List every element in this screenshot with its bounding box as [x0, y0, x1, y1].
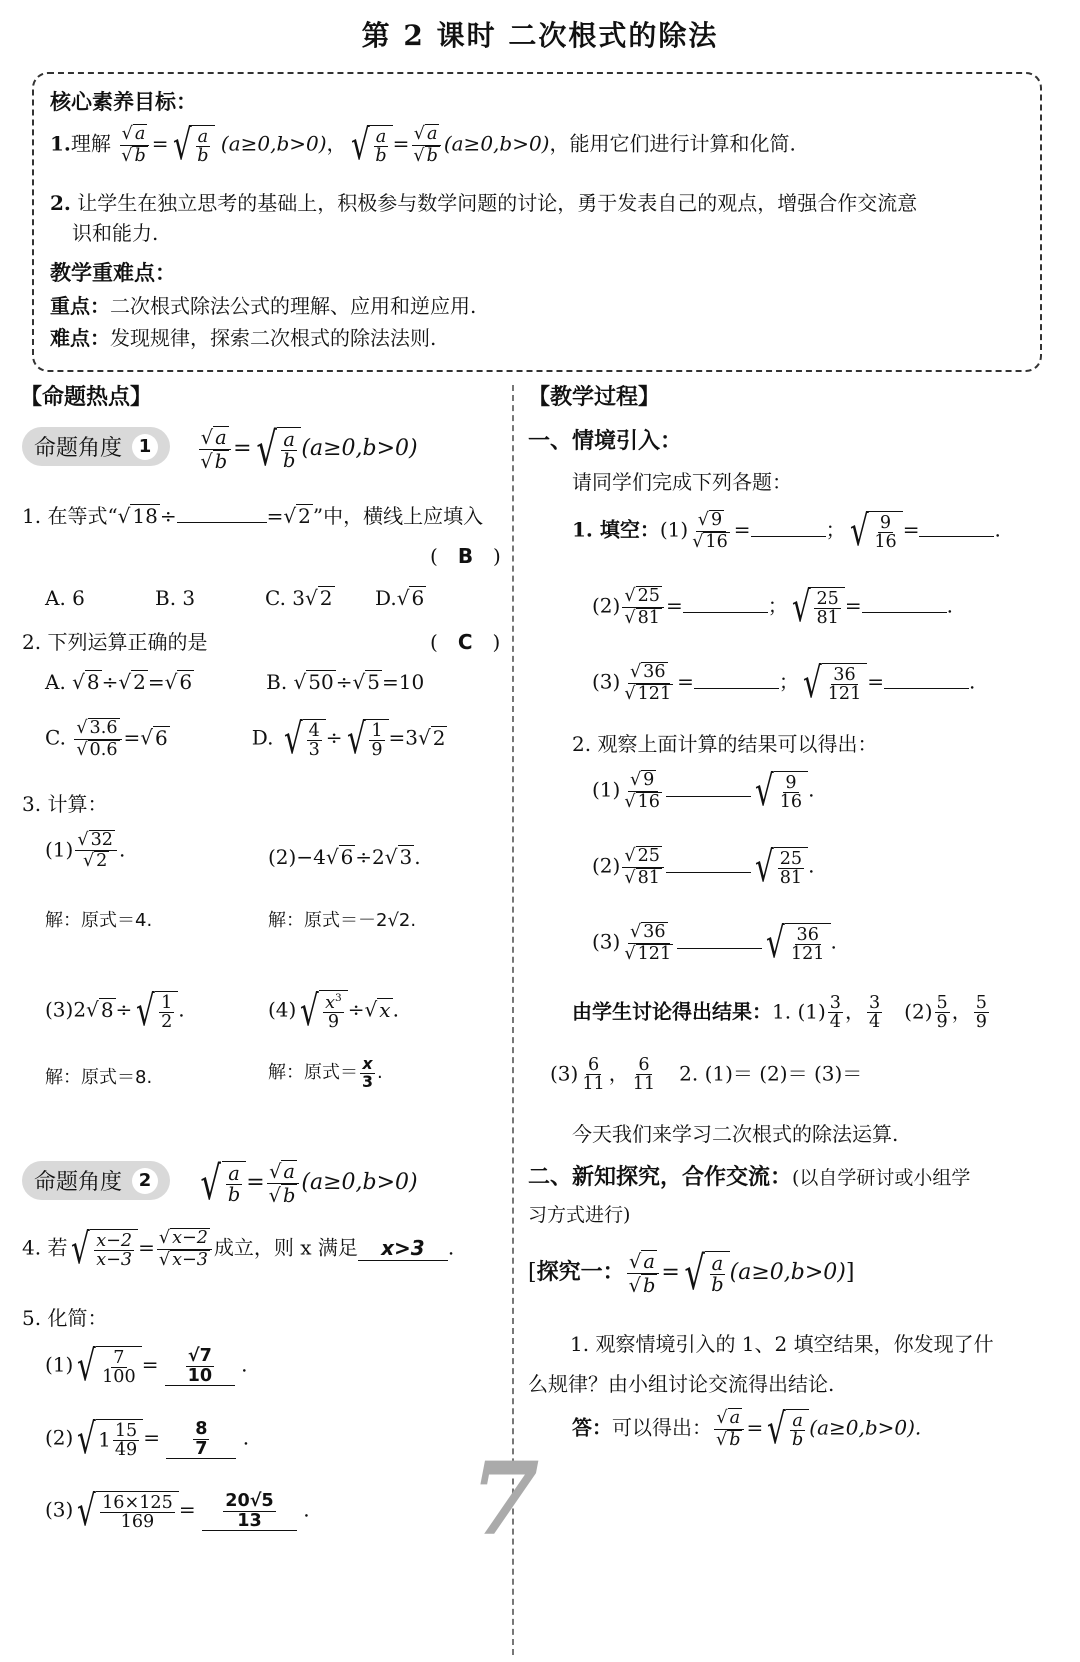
goals-heading: 核心素养目标： [50, 90, 197, 114]
difficult-point: 难点：发现规律，探索二次根式的除法法则. [50, 326, 437, 350]
fill-3: (3) $\frac{√ 36}{√ 121}$ = ； √ $\frac{36}{121}$ = . [592, 658, 976, 707]
today-text: 今天我们来学习二次根式的除法运算. [572, 1122, 899, 1146]
observe-3: (3) $\frac{√ 36}{√ 121}$ √ $\frac{36}{121}$ . [592, 918, 837, 967]
q3-solution-3: 解：原式＝8. [45, 1067, 153, 1088]
observe-title: 2. 观察上面计算的结果可以得出： [572, 732, 878, 756]
intro-text: 请同学们完成下列各题： [572, 470, 792, 494]
section-1-title: 一、情境引入： [528, 429, 683, 454]
q5-part-1: (1) √ $\frac{7}{100}$ = $\frac{√7}{10}$ . [45, 1341, 248, 1390]
q3-solution-4: 解：原式＝ $\frac{x}{3}$ . [268, 1054, 383, 1091]
key-point: 重点：二次根式除法公式的理解、应用和逆应用. [50, 294, 477, 318]
right-heading: 【教学过程】 [528, 385, 661, 410]
result-line-1: 由学生讨论得出结果：1. (1) $\frac{3}{4}$ ， $\frac{3}{4}$ (2) $\frac{5}{9}$ ， $\frac{5}{9}$ [572, 993, 987, 1033]
q2-answer: ( C ) [430, 630, 501, 654]
question-5: 5. 化简： [22, 1306, 108, 1330]
q3-solution-1: 解：原式＝4. [45, 910, 153, 931]
q2-option-cd: C. $\frac{√ 3.6}{√ 0.6}$ =√ 6 D. √ $\frac{4}{3}$ ÷ √ $\frac{1}{9}$ =3√ 2 [45, 714, 446, 763]
q5-part-2: (2) √ 1 $\frac{15}{49}$ = $\frac{8}{7}$ . [45, 1414, 250, 1463]
q3-part-3: (3)2√ 8 ÷ √ $\frac{1}{2}$ . [45, 986, 185, 1035]
angle-1: 命题角度 1 $\frac{√ a}{√ b}$ = √ $\frac{a}{b}$ (a≥0,b>0) [22, 426, 418, 472]
observe-1: (1) $\frac{√ 9}{√ 16}$ √ $\frac{9}{16}$ . [592, 766, 815, 815]
fill-1: 1. 填空：(1) $\frac{√ 9}{√ 16}$ = ； √ $\frac{9}{16}$ = . [572, 506, 1001, 555]
q1-options: A. 6 B. 3 C. 3√ 2 D.√ 6 [45, 586, 425, 610]
q3-part-4: (4) √ $\frac{x^3}{9}$ ÷√ x . [268, 986, 399, 1035]
question-3: 3. 计算： [22, 792, 108, 816]
q1-answer: ( B ) [430, 544, 501, 568]
left-heading: 【命题热点】 [20, 385, 153, 410]
fill-2: (2) $\frac{√ 25}{√ 81}$ = ； √ $\frac{25}{81}$ = . [592, 582, 953, 631]
section-2-note: 习方式进行) [528, 1204, 631, 1226]
page-number: 7 [470, 1440, 540, 1558]
q3-solution-2: 解：原式＝－2√2. [268, 910, 417, 931]
section-2-title: 二、新知探究，合作交流：(以自学研讨或小组学 [528, 1165, 971, 1190]
goal-item-2: 2. 让学生在独立思考的基础上，积极参与数学问题的讨论，勇于发表自己的观点，增强合作交流意 识和能力. [50, 191, 918, 245]
question-1: 1. 在等式“√ 18 ÷ =√ 2 ”中，横线上应填入 [22, 504, 484, 528]
angle-2: 命题角度 2 √ $\frac{a}{b}$ = $\frac{√ a}{√ b}$ (a≥0,b>0) [22, 1160, 418, 1206]
goal-item-1: 1.理解 $\frac{√ a}{√ b}$ = √ $\frac{a}{b}$ (a≥0,b>0)， √ $\frac{a}{b}$ = $\frac{√ a}{√ b}$ (a≥0,b>0)，能用它们进行计算和化简. [50, 120, 796, 169]
question-2: 2. 下列运算正确的是 [22, 630, 208, 654]
question-4: 4. 若 √ $\frac{x-2}{x-3}$ = $\frac{√ x-2}{√ x-3}$ 成立，则 x 满足 x>3 . [22, 1224, 455, 1273]
observe-2: (2) $\frac{√ 25}{√ 81}$ √ $\frac{25}{81}$ . [592, 842, 815, 891]
key-heading: 教学重难点： [50, 261, 176, 285]
q3-part-1: (1) $\frac{√ 32}{√ 2}$ . [45, 830, 126, 872]
q2-option-ab: A. √ 8 ÷√ 2 =√ 6 B. √ 50 ÷√ 5 =10 [45, 670, 425, 694]
q5-part-3: (3) √ $\frac{16\times 125}{169}$ = $\frac{20√5}{13}$ . [45, 1486, 310, 1535]
explore-answer: 答：可以得出： $\frac{√ a}{√ b}$ = √ $\frac{a}{b}$ (a≥0,b>0). [572, 1404, 922, 1453]
explore-question: 1. 观察情境引入的 1、2 填空结果，你发现了什 么规律？由小组讨论交流得出结论. [528, 1332, 994, 1396]
explore-1-title: [探究一： $\frac{√ a}{√ b}$ = √ $\frac{a}{b}$ (a≥0,b>0)] [528, 1246, 855, 1300]
page-title: 第 2 课时 二次根式的除法 [361, 19, 719, 52]
result-line-2: (3) $\frac{6}{11}$ ， $\frac{6}{11}$ 2. (1)＝ (2)＝ (3)＝ [550, 1055, 863, 1095]
q3-part-2: (2)−4√ 6 ÷2√ 3 . [268, 845, 421, 869]
